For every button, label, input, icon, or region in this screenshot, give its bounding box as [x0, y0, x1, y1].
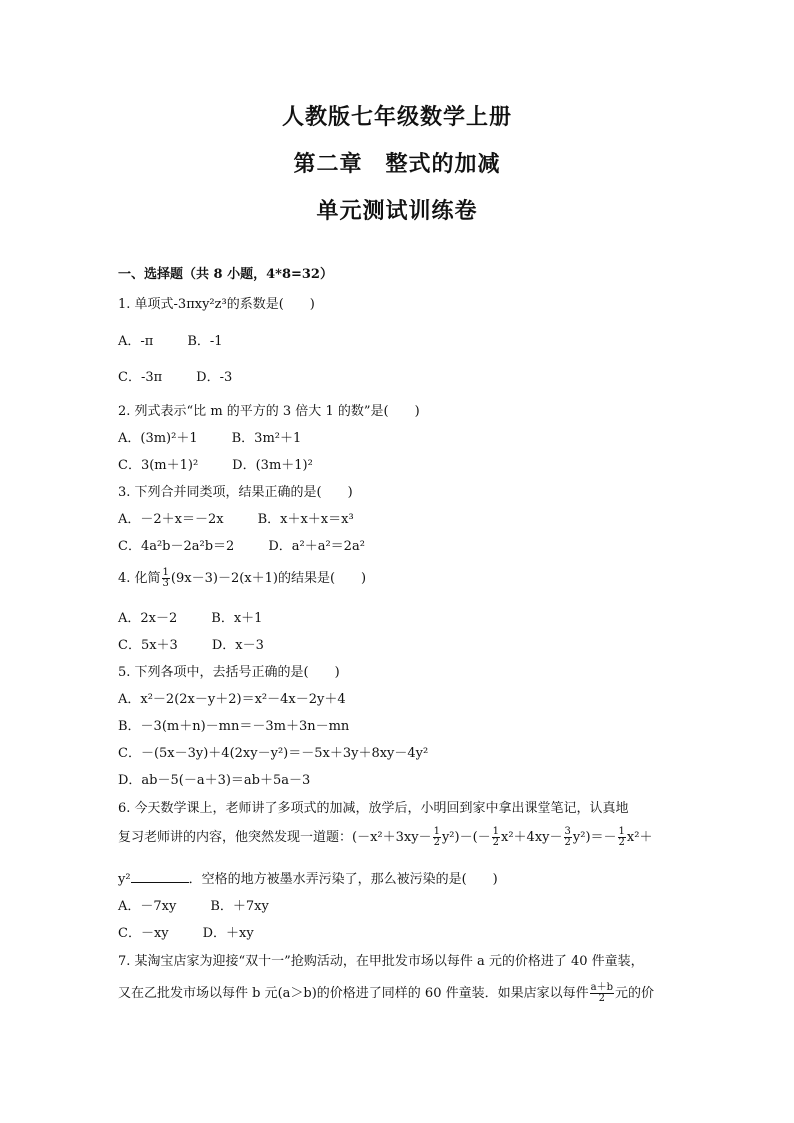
q4-stem: 4. 化简 $\frac{1}{3}$ (9x－3)－2(x＋1)的结果是( ) [118, 567, 367, 589]
fraction: $\frac{3}{2}$ [564, 826, 571, 848]
q5-option-a: A．x²－2(2x－y＋2)＝x²－4x－2y＋4 [118, 692, 346, 707]
q2-option-b: B．3m²＋1 [231, 431, 302, 446]
title-chapter: 第二章 整式的加减 [293, 151, 501, 177]
q2-stem: 2. 列式表示“比 m 的平方的 3 倍大 1 的数”是( ) [118, 404, 420, 419]
q3-options-cd [118, 535, 365, 554]
q1-option-d: D．-3 [196, 370, 233, 385]
q6-stem-line3: y² ．空格的地方被墨水弄污染了，那么被污染的是( ) [118, 872, 498, 887]
q5-option-d: D．ab－5(－a＋3)＝ab＋5a－3 [118, 773, 311, 788]
q6-option-a: A．－7xy [118, 899, 177, 914]
q5-option-c: C．－(5x－3y)＋4(2xy－y²)＝－5x＋3y＋8xy－4y² [118, 746, 429, 761]
answer-blank [131, 871, 189, 883]
q4-options-cd [118, 634, 264, 653]
q2-option-a: A．(3m)²＋1 [118, 431, 198, 446]
q2-options-ab [118, 427, 301, 446]
q1-option-b: B．-1 [187, 334, 223, 349]
fraction: $\frac{1}{2}$ [492, 826, 500, 848]
section-heading: 一、选择题（共 8 小题，4*8=32） [118, 267, 333, 282]
q4-option-c: C．5x＋3 [118, 638, 178, 653]
q6-stem-line1: 6. 今天数学课上，老师讲了多项式的加减，放学后，小明回到家中拿出课堂笔记，认真地 [118, 801, 629, 816]
q2-option-c: C．3(m＋1)² [118, 458, 199, 473]
q3-stem: 3. 下列合并同类项，结果正确的是( ) [118, 485, 353, 500]
q6-option-d: D．＋xy [202, 926, 254, 941]
q4-option-d: D．x－3 [211, 638, 264, 653]
q2-options-cd [118, 454, 313, 473]
q4-option-a: A．2x－2 [118, 611, 178, 626]
title-textbook: 人教版七年级数学上册 [281, 104, 512, 130]
q7-stem-line1: 7. 某淘宝店家为迎接“双十一”抢购活动，在甲批发市场以每件 a 元的价格进了 40 件童装， [118, 954, 644, 969]
q4-options-ab [118, 607, 262, 626]
q1-option-c: C．-3π [118, 370, 163, 385]
q5-stem: 5. 下列各项中，去括号正确的是( ) [118, 665, 340, 680]
q3-option-a: A．－2＋x＝－2x [118, 512, 224, 527]
q3-option-d: D．a²＋a²＝2a² [268, 539, 365, 554]
q5-option-b: B．－3(m＋n)－mn＝－3m＋3n－mn [118, 719, 350, 734]
fraction: $\frac{1}{2}$ [433, 826, 440, 848]
q6-options-cd [118, 922, 254, 941]
q1-options-ab [118, 330, 223, 349]
title-test: 单元测试训练卷 [316, 198, 478, 224]
fraction: $\frac{a+b}{2}$ [590, 982, 613, 1004]
q6-stem-line2: 复习老师讲的内容，他突然发现一道题：(－x²＋3xy－ $\frac{1}{2}$ y²)－(－ $\frac{1}{2}$ x²＋4xy－ $\frac{3}{2}$ y²)＝－ $\frac{1}{2}$ x²＋ [118, 826, 653, 848]
q6-option-c: C．－xy [118, 926, 169, 941]
q2-option-d: D．(3m＋1)² [232, 458, 313, 473]
q3-options-ab [118, 508, 354, 527]
q6-option-b: B．＋7xy [210, 899, 269, 914]
q6-options-ab [118, 895, 269, 914]
q1-option-a: A．-π [118, 334, 154, 349]
q3-option-b: B．x＋x＋x＝x³ [257, 512, 354, 527]
q4-option-b: B．x＋1 [211, 611, 263, 626]
q7-stem-line2: 又在乙批发市场以每件 b 元(a＞b)的价格进了同样的 60 件童装．如果店家以每件 $\frac{a+b}{2}$ 元的价 [118, 982, 654, 1004]
fraction: $\frac{1}{3}$ [162, 567, 169, 589]
q3-option-c: C．4a²b－2a²b＝2 [118, 539, 235, 554]
q1-stem: 1. 单项式-3πxy²z³的系数是( ) [118, 297, 315, 312]
q1-options-cd [118, 366, 232, 385]
fraction: $\frac{1}{2}$ [618, 826, 625, 848]
